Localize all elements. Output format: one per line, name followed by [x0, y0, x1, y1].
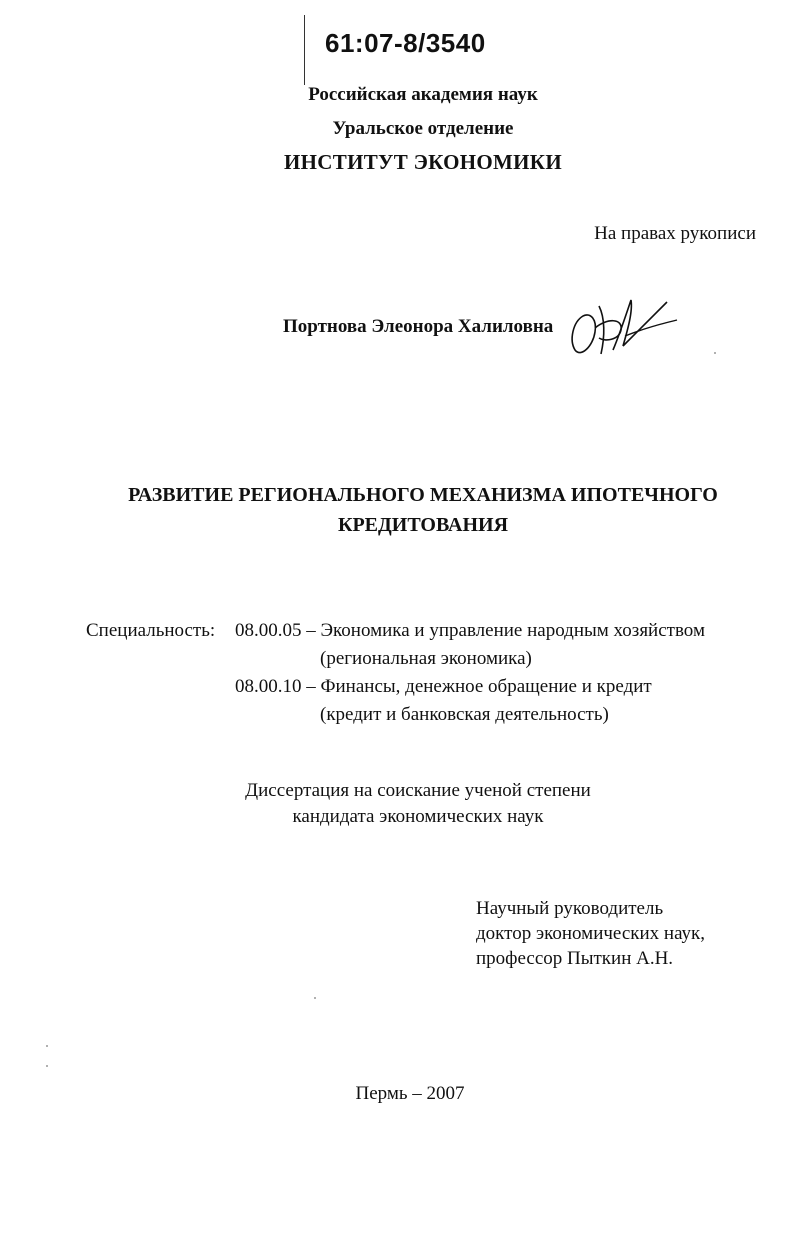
- degree-line-1: Диссертация на соискание ученой степени: [245, 780, 591, 801]
- catalog-code-margin-rule: [304, 15, 305, 85]
- dissertation-title: [60, 480, 786, 540]
- specialty-subfield-2: (кредит и банковская деятельность): [320, 704, 609, 725]
- advisor-degree: доктор экономических наук,: [476, 923, 706, 944]
- author-name: Портнова Элеонора Халиловна: [283, 316, 554, 337]
- advisor-name: профессор Пыткин А.Н.: [476, 948, 674, 969]
- catalog-code: 61:07-8/3540: [325, 28, 486, 58]
- scan-speck: [46, 1065, 48, 1067]
- specialty-code-2: 08.00.10 – Финансы, денежное обращение и кредит: [235, 676, 652, 697]
- specialty-label: Специальность:: [86, 620, 216, 641]
- degree-statement: [240, 778, 596, 830]
- specialty-subfield-1: (региональная экономика): [320, 648, 532, 669]
- city-year: Пермь – 2007: [355, 1083, 465, 1104]
- specialty-code-1: 08.00.05 – Экономика и управление народным хозяйством: [235, 620, 705, 641]
- scientific-advisor: [476, 896, 705, 971]
- scan-speck: [46, 1045, 48, 1047]
- organization-branch: Уральское отделение: [332, 118, 514, 139]
- manuscript-rights-note: На правах рукописи: [594, 223, 756, 244]
- organization-institute: ИНСТИТУТ ЭКОНОМИКИ: [284, 150, 562, 174]
- title-line-1: РАЗВИТИЕ РЕГИОНАЛЬНОГО МЕХАНИЗМА ИПОТЕЧНОГО: [128, 484, 718, 506]
- title-line-2: КРЕДИТОВАНИЯ: [337, 514, 509, 536]
- author-signature: [565, 288, 685, 368]
- scan-speck: [714, 352, 716, 354]
- advisor-role: Научный руководитель: [476, 898, 664, 919]
- degree-line-2: кандидата экономических наук: [292, 806, 544, 827]
- organization-academy: Российская академия наук: [308, 84, 538, 105]
- scan-speck: [314, 997, 316, 999]
